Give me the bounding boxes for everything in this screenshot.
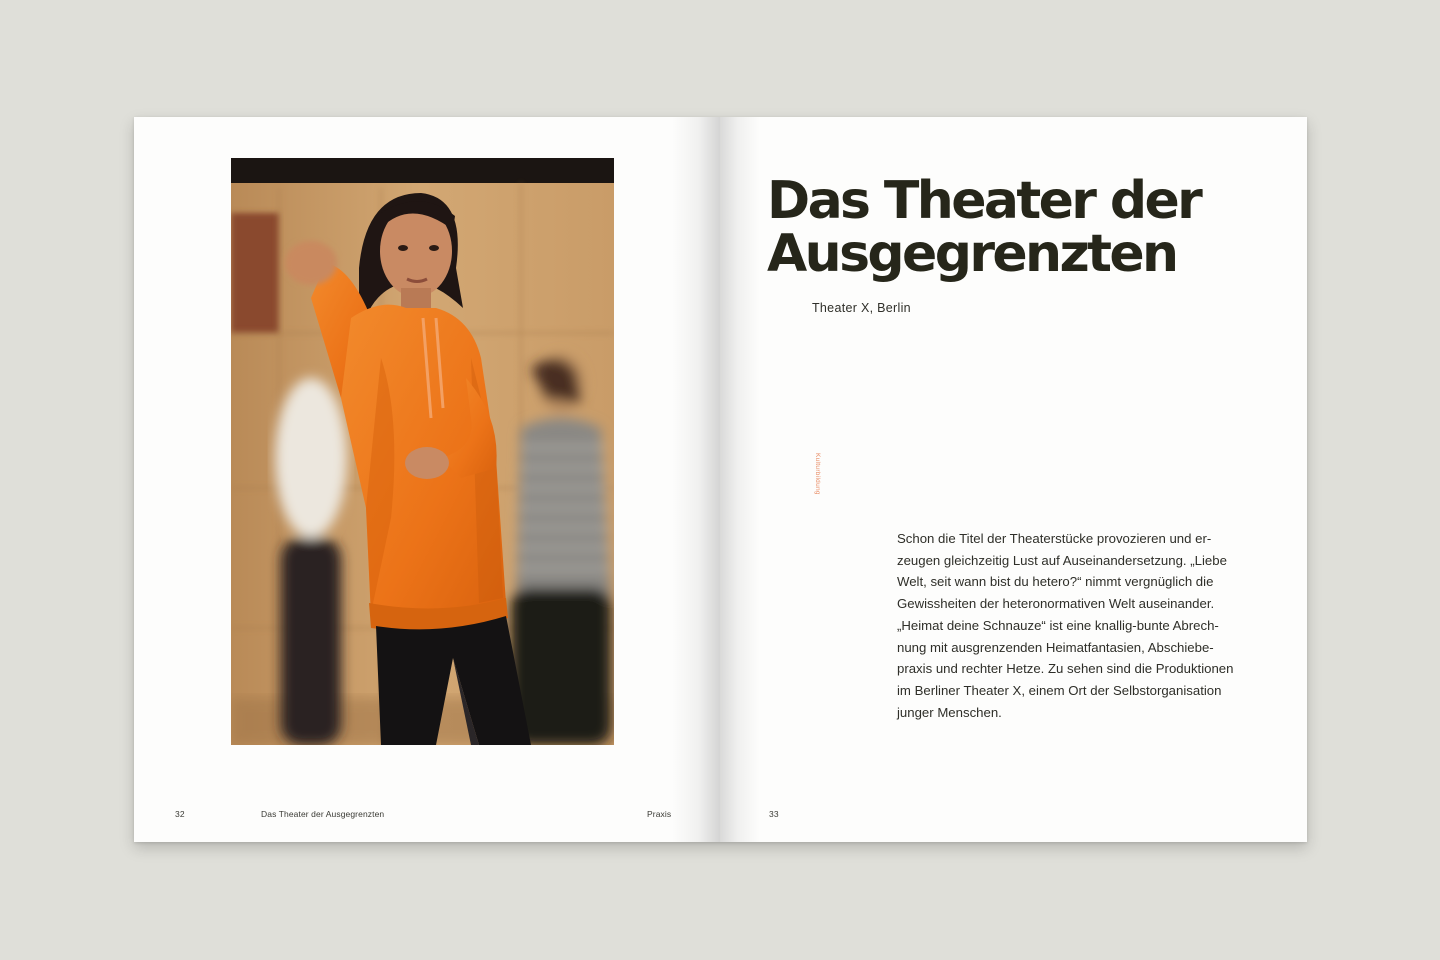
body-line: Schon die Titel der Theaterstücke provozieren und er- [897,531,1212,546]
photo-dancer [231,158,614,745]
page-number-right: 33 [769,809,779,819]
body-line: „Heimat deine Schnauze“ ist eine knallig-bunte Abrech- [897,617,1219,633]
page-number-left: 32 [175,809,185,819]
article-body [897,528,1273,723]
article-subtitle: Theater X, Berlin [812,301,911,315]
body-line: praxis und rechter Hetze. Zu sehen sind die Produktionen [897,661,1234,677]
magazine-spread [134,117,1307,842]
body-line: Welt, seit wann bist du hetero?“ nimmt vergnüglich die [897,574,1214,590]
article-title-line-2: Ausgegrenzten [767,224,1177,284]
left-page [134,117,720,842]
side-section-label: Kulturbildung [814,453,821,495]
body-line: nung mit ausgrenzenden Heimatfantasien, Abschiebe- [897,639,1214,655]
body-line: im Berliner Theater X, einem Ort der Selbstorganisation [897,682,1222,698]
running-title: Das Theater der Ausgegrenzten [261,809,385,819]
body-line: junger Menschen. [897,704,1002,720]
section-label: Praxis [647,809,672,819]
right-page [720,117,1307,842]
article-title-line-1: Das Theater der [767,171,1201,231]
body-line: zeugen gleichzeitig Lust auf Auseinandersetzung. „Liebe [897,552,1227,568]
body-line: Gewissheiten der heteronormativen Welt auseinander. [897,596,1215,612]
article-title [767,171,1201,284]
